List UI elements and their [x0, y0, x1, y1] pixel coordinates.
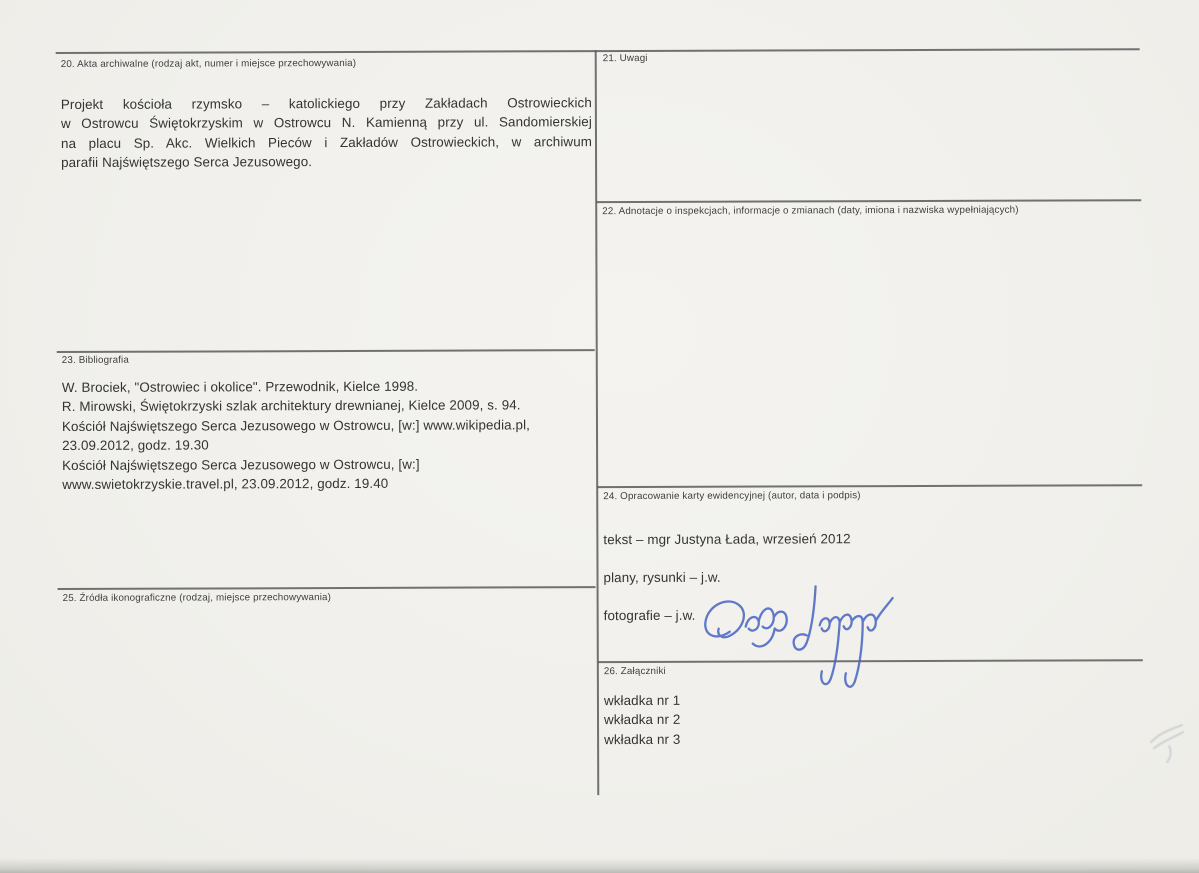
archival-acts-line: na placu Sp. Akc. Wielkich Pieców i Zakładów Ostrowieckich, w archiwum: [60, 133, 593, 151]
section-23-body: [62, 376, 602, 494]
attachment-line: wkładka nr 1: [603, 692, 681, 709]
section-21-label: 21. Uwagi: [602, 52, 648, 65]
photos-line: fotografie – j.w.: [603, 607, 696, 624]
section-25-label: 25. Źródła ikonograficzne (rodzaj, miejsce przechowywania): [62, 592, 332, 604]
section-26-body: [604, 691, 681, 749]
plans-drawings-line: plany, rysunki – j.w.: [603, 569, 721, 586]
scan-edge-shadow: [0, 858, 1199, 873]
attachment-line: wkładka nr 2: [603, 712, 681, 728]
section-20-body: [61, 93, 592, 172]
archival-acts-line: w Ostrowcu Świętokrzyskim w Ostrowcu N. Kamienną przy ul. Sandomierskiej: [60, 114, 592, 132]
bibliography-line: Kościół Najświętszego Serca Jezusowego w Ostrowcu, [w:]: [62, 456, 420, 473]
bibliography-line: R. Mirowski, Świętokrzyski szlak architektury drewnianej, Kielce 2009, s. 94.: [61, 397, 521, 415]
bibliography-line: Kościół Najświętszego Serca Jezusowego w Ostrowcu, [w:] www.wikipedia.pl,: [61, 417, 530, 434]
section-25-rule-line: [58, 586, 596, 589]
card-author-line: tekst – mgr Justyna Łada, wrzesień 2012: [603, 531, 851, 548]
bibliography-line: www.swietokrzyskie.travel.pl, 23.09.2012, godz. 19.40: [62, 475, 389, 493]
section-26-label: 26. Załączniki: [603, 665, 666, 678]
section-22-label: 22. Adnotacje o inspekcjach, informacje o zmianach (daty, imiona i nazwiska wypełniających): [602, 204, 1019, 218]
archival-acts-line: Projekt kościoła rzymsko – katolickiego przy Zakładach Ostrowieckich: [60, 95, 592, 112]
bibliography-line: 23.09.2012, godz. 19.30: [62, 437, 209, 454]
attachment-line: wkładka nr 3: [604, 731, 681, 747]
section-24-label: 24. Opracowanie karty ewidencyjnej (autor, data i podpis): [603, 490, 861, 503]
archival-acts-line: parafii Najświętszego Serca Jezusowego.: [61, 154, 313, 171]
section-20-label: 20. Akta archiwalne (rodzaj akt, numer i miejsce przechowywania): [60, 57, 357, 70]
pencil-smudge-artifact: [1141, 708, 1193, 764]
section-23-label: 23. Bibliografia: [61, 354, 129, 366]
signature-handwriting: [696, 579, 906, 702]
section-23-rule-line: [57, 349, 595, 352]
bibliography-line: W. Brociek, "Ostrowiec i okolice". Przewodnik, Kielce 1998.: [61, 378, 419, 395]
section-24-rule-line: [597, 484, 1142, 487]
section-22-rule-line: [596, 199, 1141, 202]
top-rule-line: [56, 48, 1140, 53]
